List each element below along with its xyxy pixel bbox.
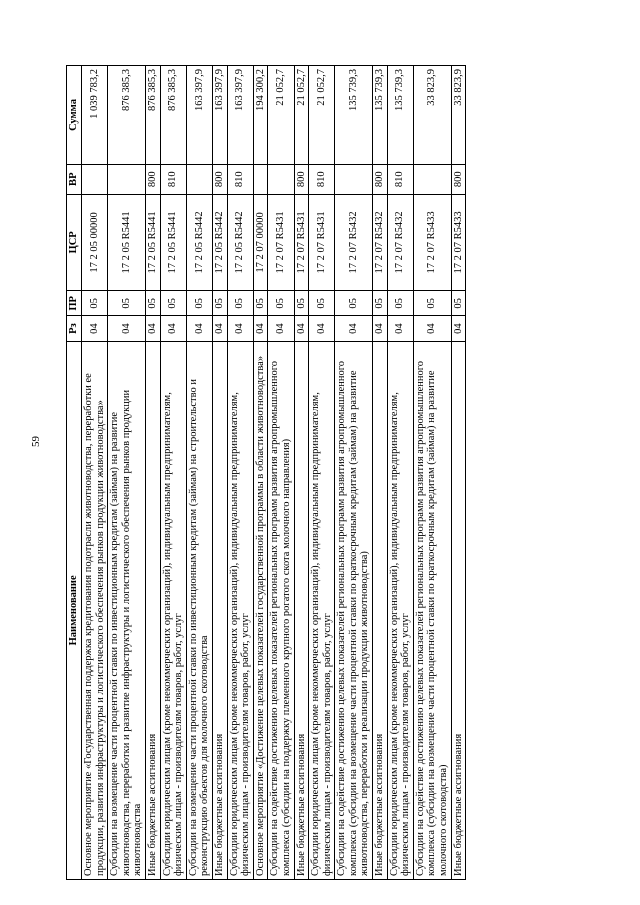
cell-vr: 810 — [309, 164, 335, 194]
cell-rz: 04 — [413, 316, 451, 341]
cell-csr: 17 2 05 R5442 — [186, 194, 212, 291]
table-row — [451, 66, 466, 880]
header-csr: ЦСР — [67, 194, 82, 291]
table-row — [268, 66, 294, 880]
cell-vr — [82, 164, 108, 194]
cell-rz: 04 — [451, 316, 466, 341]
cell-pr: 05 — [253, 291, 268, 316]
table-row — [413, 66, 451, 880]
table-row — [108, 66, 146, 880]
page-number: 59 — [30, 436, 42, 447]
cell-csr: 17 2 05 00000 — [82, 194, 108, 291]
cell-csr: 17 2 07 R5433 — [413, 194, 451, 291]
cell-name: Основное мероприятие «Достижение целевых показателей государственной программы в области животноводства» — [253, 341, 268, 879]
cell-vr: 810 — [387, 164, 413, 194]
cell-pr: 05 — [160, 291, 186, 316]
cell-vr: 800 — [212, 164, 227, 194]
cell-csr: 17 2 05 R5441 — [108, 194, 146, 291]
cell-name: Иные бюджетные ассигнования — [373, 341, 388, 879]
cell-pr: 05 — [212, 291, 227, 316]
cell-sum: 135 739,3 — [373, 66, 388, 165]
cell-pr: 05 — [451, 291, 466, 316]
cell-name: Субсидии на содействие достижению целевых показателей региональных программ развития агропромышленного комплекса (субсидии на возмещение части процентной ставки по краткосрочным кредитам (займам) на развитие животноводства, переработки и реализации продукции животноводства) — [335, 341, 373, 879]
cell-pr: 05 — [387, 291, 413, 316]
table-row — [212, 66, 227, 880]
cell-sum: 163 397,9 — [186, 66, 212, 165]
table-row — [335, 66, 373, 880]
table-row — [145, 66, 160, 880]
cell-sum: 876 385,3 — [108, 66, 146, 165]
cell-sum: 135 739,3 — [387, 66, 413, 165]
cell-rz: 04 — [294, 316, 309, 341]
cell-rz: 04 — [212, 316, 227, 341]
cell-name: Иные бюджетные ассигнования — [294, 341, 309, 879]
cell-sum: 21 052,7 — [309, 66, 335, 165]
cell-vr: 800 — [451, 164, 466, 194]
cell-pr: 05 — [227, 291, 253, 316]
cell-csr: 17 2 05 R5441 — [145, 194, 160, 291]
cell-vr — [268, 164, 294, 194]
cell-vr — [335, 164, 373, 194]
cell-name: Субсидии юридическим лицам (кроме некоммерческих организаций), индивидуальным предпринимателям, физическим лицам - производителям товаров, работ, услуг — [160, 341, 186, 879]
cell-pr: 05 — [268, 291, 294, 316]
cell-sum: 33 823,9 — [413, 66, 451, 165]
cell-sum: 163 397,9 — [227, 66, 253, 165]
rotated-table-container — [66, 65, 598, 880]
cell-csr: 17 2 07 R5432 — [387, 194, 413, 291]
table-header-row — [67, 66, 82, 880]
cell-csr: 17 2 05 R5442 — [227, 194, 253, 291]
cell-sum: 163 397,9 — [212, 66, 227, 165]
cell-name: Субсидии на возмещение части процентной ставки по инвестиционным кредитам (займам) на строительство и реконструкцию объектов для молочного скотоводства — [186, 341, 212, 879]
cell-name: Субсидии юридическим лицам (кроме некоммерческих организаций), индивидуальным предпринимателям, физическим лицам - производителям товаров, работ, услуг — [227, 341, 253, 879]
cell-csr: 17 2 07 R5433 — [451, 194, 466, 291]
cell-csr: 17 2 07 R5431 — [268, 194, 294, 291]
cell-name: Иные бюджетные ассигнования — [212, 341, 227, 879]
table-row — [227, 66, 253, 880]
cell-pr: 05 — [145, 291, 160, 316]
cell-sum: 876 385,3 — [160, 66, 186, 165]
cell-rz: 04 — [160, 316, 186, 341]
header-sum: Сумма — [67, 66, 82, 165]
cell-name: Основное мероприятие «Государственная поддержка кредитования подотрасли животноводства, переработки ее продукции, развития инфраструктуры и логистического обеспечения рынков продукции животноводства» — [82, 341, 108, 879]
table-row — [387, 66, 413, 880]
cell-rz: 04 — [268, 316, 294, 341]
cell-rz: 04 — [373, 316, 388, 341]
cell-name: Субсидии на возмещение части процентной ставки по инвестиционным кредитам (займам) на развитие животноводства, переработки и развитие инфраструктуры и логистического обеспечения рынков продукции животноводства — [108, 341, 146, 879]
cell-name: Субсидии юридическим лицам (кроме некоммерческих организаций), индивидуальным предпринимателям, физическим лицам - производителям товаров, работ, услуг — [309, 341, 335, 879]
cell-pr: 05 — [294, 291, 309, 316]
cell-csr: 17 2 07 R5432 — [373, 194, 388, 291]
cell-rz: 04 — [253, 316, 268, 341]
cell-rz: 04 — [309, 316, 335, 341]
cell-sum: 876 385,3 — [145, 66, 160, 165]
table-row — [253, 66, 268, 880]
cell-csr: 17 2 07 R5431 — [309, 194, 335, 291]
table-row — [186, 66, 212, 880]
cell-sum: 194 300,2 — [253, 66, 268, 165]
cell-pr: 05 — [186, 291, 212, 316]
cell-pr: 05 — [413, 291, 451, 316]
cell-vr — [413, 164, 451, 194]
cell-rz: 04 — [227, 316, 253, 341]
cell-vr: 800 — [294, 164, 309, 194]
cell-pr: 05 — [335, 291, 373, 316]
cell-csr: 17 2 05 R5441 — [160, 194, 186, 291]
cell-sum: 33 823,9 — [451, 66, 466, 165]
cell-pr: 05 — [108, 291, 146, 316]
cell-csr: 17 2 07 R5431 — [294, 194, 309, 291]
cell-vr: 800 — [373, 164, 388, 194]
cell-name: Иные бюджетные ассигнования — [451, 341, 466, 879]
cell-pr: 05 — [373, 291, 388, 316]
table-body — [82, 66, 466, 880]
table-row — [309, 66, 335, 880]
cell-name: Иные бюджетные ассигнования — [145, 341, 160, 879]
cell-vr — [253, 164, 268, 194]
cell-sum: 21 052,7 — [268, 66, 294, 165]
cell-csr: 17 2 07 00000 — [253, 194, 268, 291]
cell-rz: 04 — [335, 316, 373, 341]
cell-vr — [108, 164, 146, 194]
table-row — [294, 66, 309, 880]
table-row — [160, 66, 186, 880]
cell-sum: 1 039 783,2 — [82, 66, 108, 165]
cell-sum: 21 052,7 — [294, 66, 309, 165]
cell-csr: 17 2 05 R5442 — [212, 194, 227, 291]
budget-table — [66, 65, 466, 880]
table-row — [373, 66, 388, 880]
cell-rz: 04 — [108, 316, 146, 341]
cell-vr: 810 — [227, 164, 253, 194]
cell-csr: 17 2 07 R5432 — [335, 194, 373, 291]
cell-pr: 05 — [309, 291, 335, 316]
cell-rz: 04 — [186, 316, 212, 341]
cell-rz: 04 — [145, 316, 160, 341]
cell-vr: 810 — [160, 164, 186, 194]
cell-rz: 04 — [387, 316, 413, 341]
header-pr: ПР — [67, 291, 82, 316]
header-rz: Рз — [67, 316, 82, 341]
cell-sum: 135 739,3 — [335, 66, 373, 165]
cell-name: Субсидии юридическим лицам (кроме некоммерческих организаций), индивидуальным предпринимателям, физическим лицам - производителям товаров, работ, услуг — [387, 341, 413, 879]
cell-name: Субсидии на содействие достижению целевых показателей региональных программ развития агропромышленного комплекса (субсидии на возмещение части процентной ставки по краткосрочным кредитам (займам) на развитие молочного скотоводства) — [413, 341, 451, 879]
header-vr: ВР — [67, 164, 82, 194]
cell-rz: 04 — [82, 316, 108, 341]
cell-vr — [186, 164, 212, 194]
header-name: Наименование — [67, 341, 82, 879]
cell-name: Субсидии на содействие достижению целевых показателей региональных программ развития агропромышленного комплекса (субсидии на поддержку племенного крупного рогатого скота молочного направления) — [268, 341, 294, 879]
cell-vr: 800 — [145, 164, 160, 194]
table-row — [82, 66, 108, 880]
cell-pr: 05 — [82, 291, 108, 316]
